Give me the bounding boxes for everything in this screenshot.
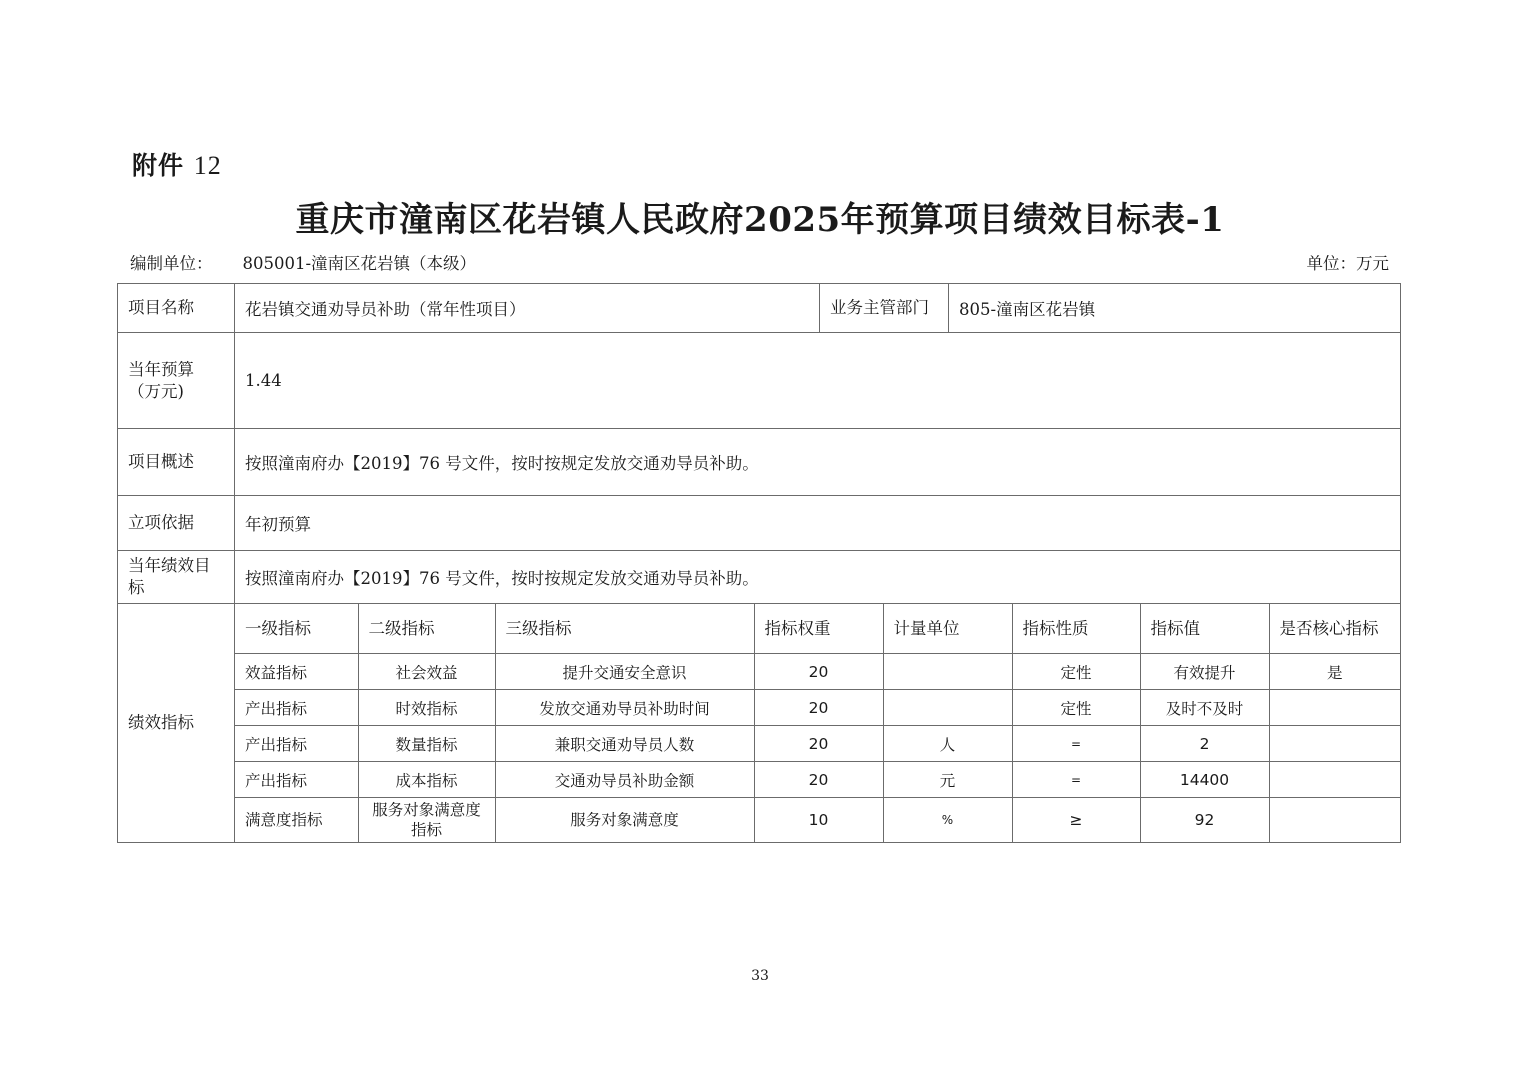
cell-level2: 成本指标: [358, 762, 495, 798]
attachment-number: 12: [193, 151, 222, 180]
compiling-unit-value: 805001-潼南区花岩镇（本级）: [242, 254, 477, 273]
cell-level1: 效益指标: [235, 654, 358, 690]
indicator-row: [235, 762, 1400, 798]
header-weight: 指标权重: [754, 604, 883, 654]
cell-level2: 时效指标: [358, 690, 495, 726]
cell-level3: 发放交通劝导员补助时间: [495, 690, 754, 726]
indicator-row: [235, 726, 1400, 762]
header-unit: 计量单位: [883, 604, 1012, 654]
indicator-header-row: [235, 604, 1400, 654]
goal-label: 当年绩效目标: [118, 551, 235, 604]
basis-value: 年初预算: [235, 496, 1401, 551]
project-name-value: 花岩镇交通劝导员补助（常年性项目）: [235, 284, 820, 333]
summary-value: 按照潼南府办【2019】76 号文件，按时按规定发放交通劝导员补助。: [235, 429, 1401, 496]
attachment-prefix: 附件: [132, 151, 185, 180]
currency-unit: 单位：万元: [1306, 254, 1389, 273]
project-name-label: 项目名称: [118, 284, 235, 333]
cell-weight: 20: [754, 726, 883, 762]
indicator-row: [235, 690, 1400, 726]
cell-unit: 人: [883, 726, 1012, 762]
cell-value: 92: [1140, 798, 1269, 843]
cell-value: 有效提升: [1140, 654, 1269, 690]
cell-weight: 20: [754, 654, 883, 690]
cell-level1: 产出指标: [235, 762, 358, 798]
cell-core: 是: [1269, 654, 1400, 690]
dept-value: 805-潼南区花岩镇: [949, 284, 1401, 333]
row-annual-goal: [118, 551, 1401, 604]
basis-label: 立项依据: [118, 496, 235, 551]
cell-core: [1269, 798, 1400, 843]
summary-label: 项目概述: [118, 429, 235, 496]
row-project-name: [118, 284, 1401, 333]
cell-core: [1269, 726, 1400, 762]
cell-level3: 兼职交通劝导员人数: [495, 726, 754, 762]
row-summary: [118, 429, 1401, 496]
cell-level1: 产出指标: [235, 690, 358, 726]
row-performance-indicators: [118, 604, 1401, 843]
cell-nature: =: [1012, 726, 1140, 762]
cell-level1: 满意度指标: [235, 798, 358, 843]
header-value: 指标值: [1140, 604, 1269, 654]
header-level3: 三级指标: [495, 604, 754, 654]
row-basis: [118, 496, 1401, 551]
cell-weight: 10: [754, 798, 883, 843]
header-level2: 二级指标: [358, 604, 495, 654]
cell-unit: 元: [883, 762, 1012, 798]
goal-value: 按照潼南府办【2019】76 号文件，按时按规定发放交通劝导员补助。: [235, 551, 1401, 604]
cell-nature: 定性: [1012, 690, 1140, 726]
compiling-unit-label: 编制单位：: [130, 254, 213, 273]
cell-level1: 产出指标: [235, 726, 358, 762]
cell-unit: [883, 690, 1012, 726]
performance-target-table: [117, 283, 1401, 843]
cell-unit: %: [883, 798, 1012, 843]
cell-level3: 交通劝导员补助金额: [495, 762, 754, 798]
cell-core: [1269, 762, 1400, 798]
cell-weight: 20: [754, 762, 883, 798]
cell-value: 2: [1140, 726, 1269, 762]
document-title: 重庆市潼南区花岩镇人民政府2025年预算项目绩效目标表-1: [295, 200, 1225, 240]
cell-level2: 数量指标: [358, 726, 495, 762]
cell-nature: =: [1012, 762, 1140, 798]
cell-nature: 定性: [1012, 654, 1140, 690]
compiling-unit: [130, 250, 476, 274]
perf-indicators-cell: [235, 604, 1401, 843]
cell-weight: 20: [754, 690, 883, 726]
header-nature: 指标性质: [1012, 604, 1140, 654]
row-budget: [118, 333, 1401, 429]
header-core: 是否核心指标: [1269, 604, 1400, 654]
cell-nature: ≥: [1012, 798, 1140, 843]
header-level1: 一级指标: [235, 604, 358, 654]
cell-core: [1269, 690, 1400, 726]
cell-unit: [883, 654, 1012, 690]
cell-value: 及时不及时: [1140, 690, 1269, 726]
cell-level3: 提升交通安全意识: [495, 654, 754, 690]
cell-value: 14400: [1140, 762, 1269, 798]
perf-indicators-label: 绩效指标: [118, 604, 235, 843]
budget-value: 1.44: [235, 333, 1401, 429]
cell-level2: 服务对象满意度指标: [358, 798, 495, 843]
indicator-row: [235, 798, 1400, 843]
dept-label: 业务主管部门: [820, 284, 949, 333]
cell-level2: 社会效益: [358, 654, 495, 690]
attachment-label: [132, 146, 222, 182]
indicator-row: [235, 654, 1400, 690]
page-number: 33: [751, 968, 769, 984]
budget-label: 当年预算（万元): [118, 333, 235, 429]
indicator-table: [235, 604, 1400, 842]
cell-level3: 服务对象满意度: [495, 798, 754, 843]
